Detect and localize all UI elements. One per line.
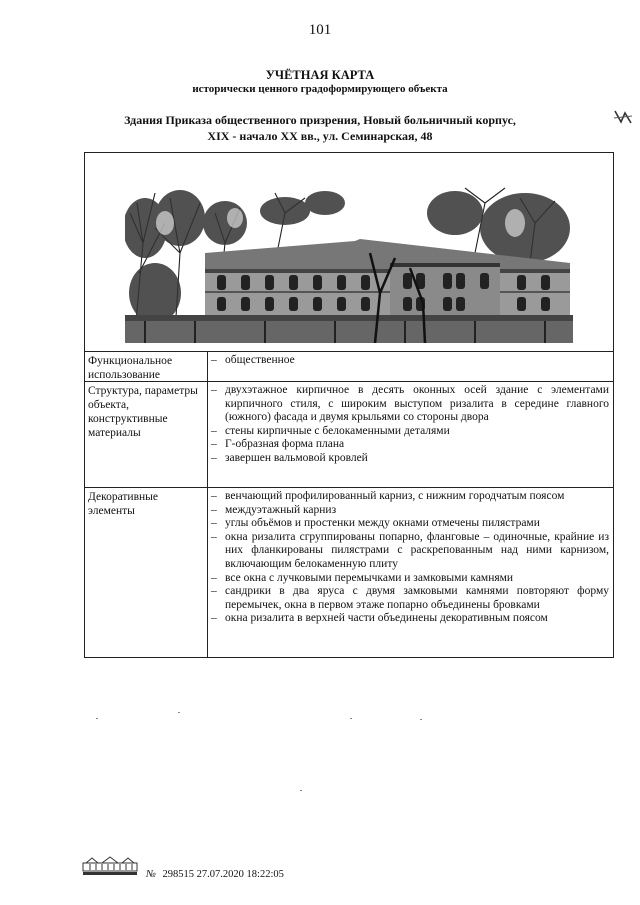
registry-stamp-logo (82, 855, 138, 877)
list-item: – Г-образная форма плана (211, 438, 345, 451)
list-item: – сандрики в два яруса с двумя замковыми камнями повторяют форму перемычек, окна в первом этаже попарно объединены бровками (211, 585, 609, 611)
scan-speck (178, 712, 180, 713)
row-label-functional-use: Функциональное использование (88, 355, 173, 381)
row-items-functional-use (211, 354, 609, 368)
table-column-divider (207, 351, 208, 657)
building-photo (125, 183, 573, 343)
margin-stamp-mark (612, 108, 634, 126)
bullet-dash: – (211, 451, 217, 464)
card-title: УЧЁТНАЯ КАРТА (265, 68, 375, 82)
row-items-decorative (211, 490, 609, 626)
bullet-dash: – (211, 612, 217, 625)
object-name-line-2: XIX - начало XX вв., ул. Семинарская, 48 (207, 129, 433, 143)
object-name-line-1: Здания Приказа общественного призрения, Новый больничный корпус, (124, 113, 516, 127)
registration-timestamp: 27.07.2020 18:22:05 (196, 869, 284, 880)
bullet-dash: – (211, 354, 217, 366)
list-item: – междуэтажный карниз (211, 503, 337, 516)
document-registration-stamp (146, 869, 284, 880)
list-item: – стены кирпичные с белокаменными деталями (211, 424, 450, 437)
list-item: – все окна с лучковыми перемычками и замковыми камнями (211, 571, 514, 584)
list-item: – углы объёмов и простенки между окнами отмечены пилястрами (211, 517, 540, 530)
bullet-dash: – (211, 517, 217, 530)
row-items-structure (211, 384, 609, 466)
scan-speck (300, 790, 302, 791)
list-item: – завершен вальмовой кровлей (211, 451, 368, 464)
scan-speck (420, 719, 422, 720)
card-subtitle: исторически ценного градоформирующего объекта (192, 83, 448, 95)
bullet-dash: – (211, 438, 217, 451)
list-item: – венчающий профилированный карниз, с нижним городчатым поясом (211, 490, 565, 502)
registration-card-table (84, 152, 614, 658)
scan-speck (96, 718, 98, 719)
bullet-dash: – (211, 571, 217, 584)
scan-speck (350, 718, 352, 719)
bullet-dash: – (211, 490, 217, 502)
bullet-dash: – (211, 424, 217, 437)
document-number: 298515 (162, 869, 195, 880)
number-sign: № (146, 869, 156, 880)
list-item: – окна ризалита в верхней части объединены декоративным поясом (211, 612, 548, 625)
list-item: – двухэтажное кирпичное в десять оконных осей здание с элементами кирпичного стиля, с широким выступом ризалита в середине главного (южного) фасада и двумя крыльями со стороны двора (211, 384, 609, 424)
table-row-divider (85, 487, 613, 488)
page-number: 101 (308, 22, 332, 38)
row-label-decorative: Декоративные элементы (88, 491, 158, 517)
list-item: – общественное (211, 354, 295, 366)
photo-cell (85, 153, 613, 352)
list-item: – окна ризалита сгруппированы попарно, фланговые – одиночные, крайние из них фланкированы пилястрами с раскрепованным над ними карнизом, включающим белокаменную плиту (211, 530, 609, 570)
bullet-dash: – (211, 503, 217, 516)
row-label-structure: Структура, параметры объекта, конструктивные материалы (88, 385, 198, 439)
bullet-dash: – (211, 530, 217, 543)
bullet-dash: – (211, 585, 217, 598)
bullet-dash: – (211, 384, 217, 396)
